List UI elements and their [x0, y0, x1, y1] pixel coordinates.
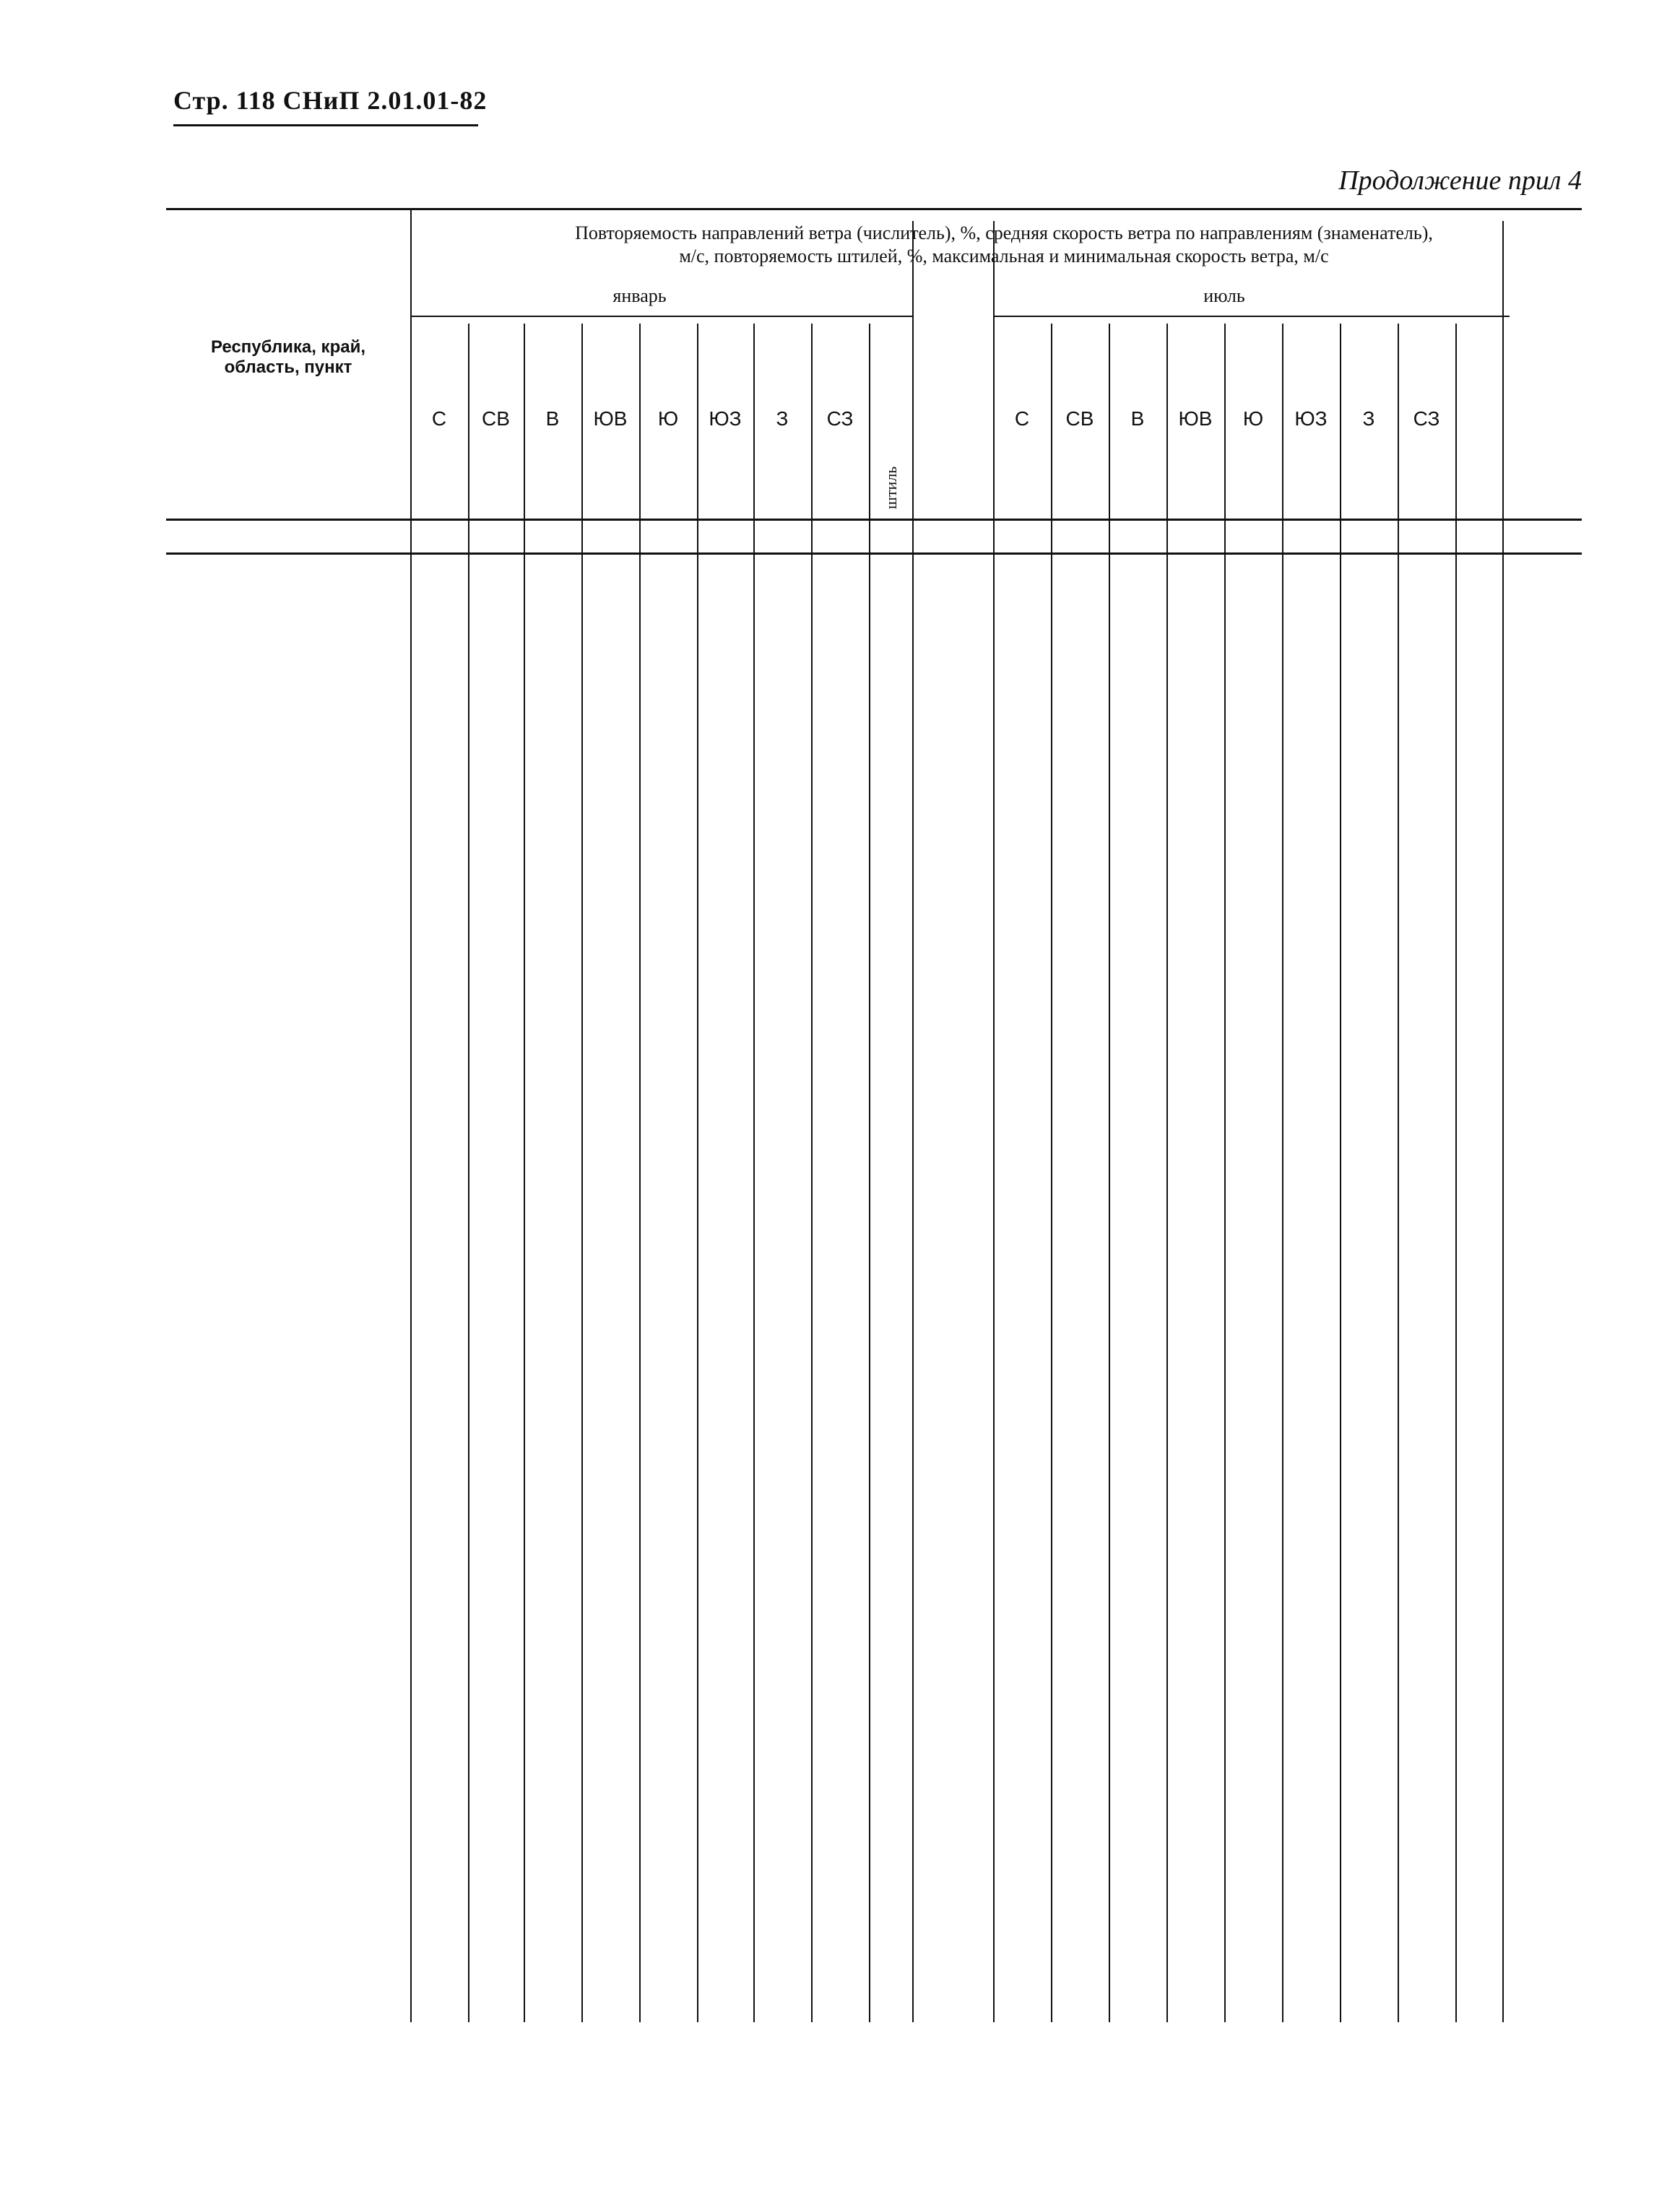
column-rule [1455, 324, 1457, 2022]
direction-header-jan: Ю [657, 407, 679, 430]
direction-header-jul: ЮЗ [1294, 407, 1328, 430]
column-rule [753, 324, 755, 2022]
continuation-label: Продолжение прил 4 [1338, 165, 1582, 196]
column-rule [1051, 324, 1052, 2022]
column-rule [1224, 324, 1226, 2022]
column-number-rule [166, 552, 1582, 555]
direction-header-jul: С [1014, 407, 1030, 430]
direction-header-jul: Ю [1242, 407, 1264, 430]
july-rule [993, 316, 1510, 317]
column-rule [468, 324, 469, 2022]
column-rule [697, 324, 698, 2022]
july-label: июль [1203, 285, 1245, 306]
column-rule [1340, 324, 1341, 2022]
column-rule [1398, 324, 1399, 2022]
header-bottom-rule [166, 519, 1582, 521]
direction-header-jan: ЮЗ [709, 407, 742, 430]
table-caption-line1: Повторяемость направлений ветра (числитель), %, средняя скорость ветра по направлениям (знаменатель), [575, 222, 1433, 243]
calm-header-jan-line: штиль [881, 466, 900, 509]
column-rule [993, 221, 995, 2022]
direction-header-jan: ЮВ [593, 407, 628, 430]
column-rule [869, 324, 870, 2022]
table-top-rule [166, 208, 1582, 210]
direction-header-jan: З [776, 407, 789, 430]
column-rule [524, 324, 525, 2022]
direction-header-jul: В [1130, 407, 1145, 430]
direction-header-jan: СВ [482, 407, 510, 430]
january-rule [410, 316, 912, 317]
column-rule [912, 221, 914, 2022]
column-rule [410, 221, 412, 2022]
column-rule [639, 324, 641, 2022]
column-rule [1109, 324, 1110, 2022]
column-rule [410, 208, 412, 221]
direction-header-jul: СЗ [1413, 407, 1440, 430]
column-rule [1502, 221, 1504, 2022]
direction-header-jan: С [431, 407, 447, 430]
column-rule [1166, 324, 1168, 2022]
column-rule [581, 324, 583, 2022]
direction-header-jan: В [545, 407, 560, 430]
direction-header-jan: СЗ [826, 407, 854, 430]
page-header-title: Стр. 118 СНиП 2.01.01-82 [173, 86, 488, 115]
direction-header-jul: СВ [1065, 407, 1094, 430]
direction-header-jul: З [1362, 407, 1375, 430]
calm-header-jan [881, 441, 901, 509]
column-rule [1282, 324, 1283, 2022]
january-label: январь [612, 285, 667, 306]
table-caption-line2: м/с, повторяемость штилей, %, максимальная и минимальная скорость ветра, м/с [679, 246, 1329, 266]
direction-header-jul: ЮВ [1178, 407, 1213, 430]
column-rule [811, 324, 813, 2022]
place-column-header: Республика, край, область, пункт [211, 337, 365, 377]
